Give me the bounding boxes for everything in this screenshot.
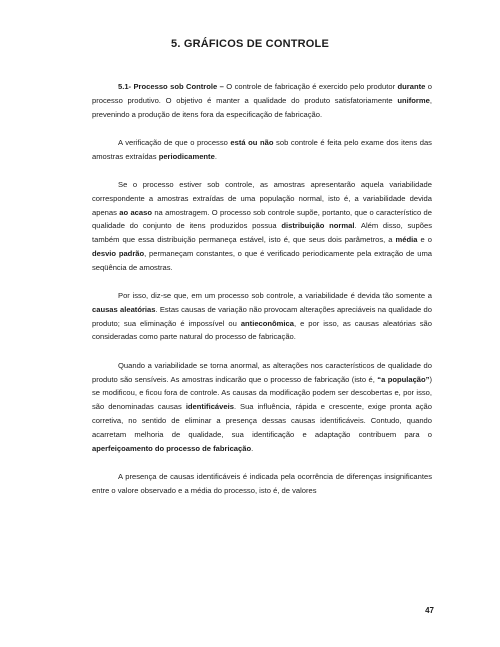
bold-text: está ou não bbox=[230, 137, 274, 147]
text-run: Por isso, diz-se que, em um processo sob controle, a variabilidade é devida tão somente a bbox=[118, 291, 432, 301]
text-run: O controle de fabricação é exercido pelo produtor bbox=[226, 82, 398, 91]
text-run: na amostragem. O processo sob controle supõe, portanto, que o característico de qualidade do conjunto de itens produzidos possua bbox=[92, 207, 432, 231]
bold-text: aperfeiçoamento do processo de fabricação bbox=[92, 443, 252, 453]
text-run: . Sua influência, rápida e crescente, exige pronta ação corretiva, no sentido de eliminar a presença dessas causas identificáveis. Contudo, quando acarretam melhoria de qualidade, sua identificação e adaptação contribuem para o bbox=[92, 402, 433, 439]
text-run: . bbox=[251, 443, 254, 453]
bold-text: durante bbox=[397, 82, 426, 91]
text-run: , permaneçam constantes, o que é verificado periodicamente pela extração de uma seqüência de amostras. bbox=[92, 248, 432, 272]
bold-text: “a população” bbox=[377, 374, 430, 384]
text-run: . Estas causas de variação não provocam alterações apreciáveis na qualidade do produto; sua eliminação é impossível ou bbox=[92, 304, 432, 328]
text-run: . bbox=[214, 151, 217, 161]
text-run: A presença de causas identificáveis é indicada pela ocorrência de diferenças insignificantes entre o valore observado e a média do processo, isto é, de valores bbox=[92, 471, 432, 495]
text-run: o processo produtivo. O objetivo é manter a qualidade do produto satisfatoriamente bbox=[92, 82, 432, 105]
text-run: e o bbox=[417, 235, 432, 245]
text-run: . Além disso, supões também que essa distribuição permaneça estável, isto é, que seus dois parâmetros, a bbox=[92, 221, 432, 245]
bold-text: causas aleatórias bbox=[92, 304, 156, 314]
paragraph bbox=[92, 470, 432, 498]
text-run: sob controle é feita pelo exame dos itens das amostras extraídas bbox=[92, 137, 432, 161]
paragraph bbox=[92, 136, 432, 164]
text-run: , prevenindo a produção de itens fora da especificação de fabricação. bbox=[92, 95, 432, 119]
bold-text: uniforme bbox=[397, 95, 430, 105]
text-run: Se o processo estiver sob controle, as amostras apresentarão aquela variabilidade correspondente a amostras extraídas de uma população normal, isto é, a variabilidade devida apenas bbox=[92, 179, 432, 217]
bold-text: distribuição normal bbox=[281, 221, 355, 231]
page-title: 5. GRÁFICOS DE CONTROLE bbox=[171, 38, 329, 50]
paragraph bbox=[92, 178, 432, 275]
text-run: ) se modificou, e ficou fora de controle. As causas da modificação podem ser descobertas e, por isso, são denominadas causas bbox=[92, 374, 432, 412]
text-run: , e por isso, as causas aleatórias são consideradas como parte natural do processo de fabricação. bbox=[92, 318, 432, 342]
text-run: A verificação de que o processo bbox=[118, 137, 231, 147]
bold-text: 5.1- Processo sob Controle – bbox=[118, 82, 227, 91]
paragraph bbox=[92, 359, 432, 456]
bold-text: identificáveis bbox=[185, 402, 234, 412]
bold-text: média bbox=[395, 235, 418, 245]
bold-text: ao acaso bbox=[119, 207, 152, 217]
paragraph bbox=[92, 289, 432, 344]
bold-text: desvio padrão bbox=[92, 248, 145, 258]
document-body bbox=[92, 80, 432, 512]
bold-text: periodicamente bbox=[158, 151, 215, 161]
text-run: Quando a variabilidade se torna anormal, as alterações nos característicos de qualidade do produto são sensíveis. As amostras indicarão que o processo de fabricação (isto é, bbox=[92, 360, 432, 384]
bold-text: antieconômica bbox=[240, 318, 294, 328]
paragraph bbox=[92, 80, 432, 121]
page-number: 47 bbox=[425, 606, 434, 615]
